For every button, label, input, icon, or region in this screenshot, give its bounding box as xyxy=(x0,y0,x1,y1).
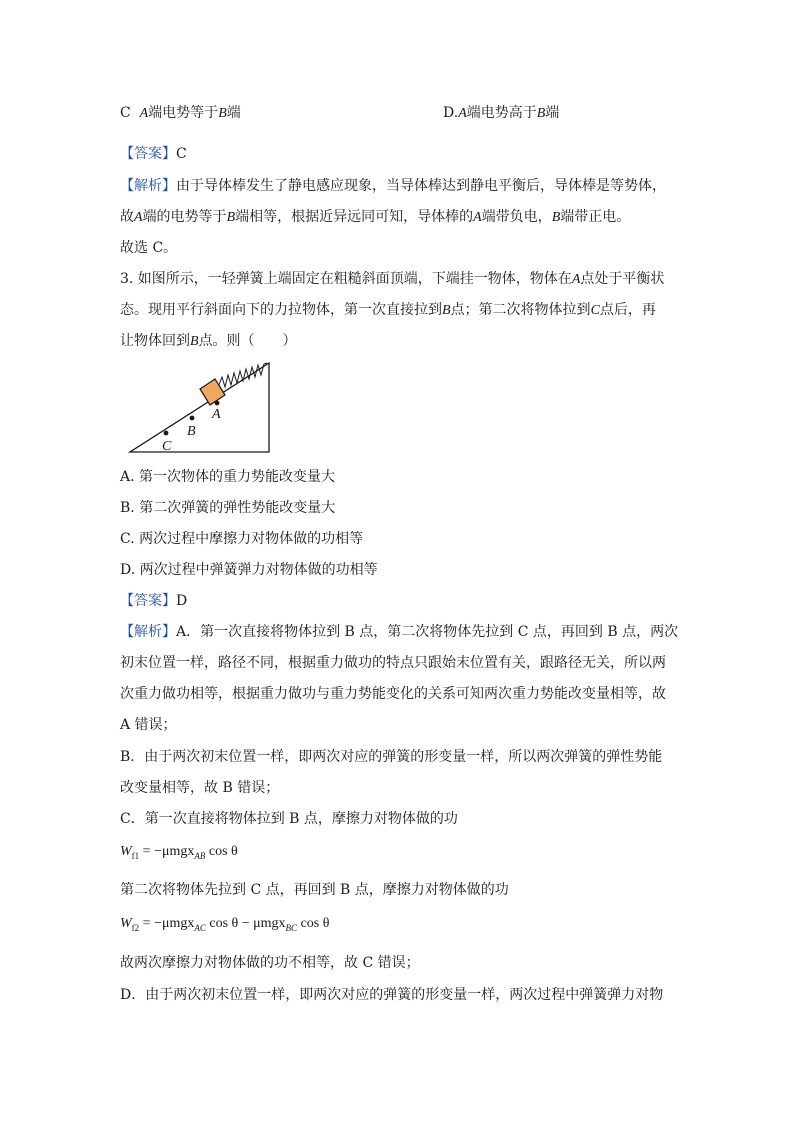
q2-analysis-line-2: 故A端的电势等于B端相等，根据近异远同可知，导体棒的A端带负电，B端带正电。 xyxy=(120,209,631,225)
incline-figure xyxy=(120,355,280,457)
q3-option-d: D. 两次过程中弹簧弹力对物体做的功相等 xyxy=(120,562,378,578)
formula-wf1: $W_{f1} = -\mu mgx_{AB}$ cos θ xyxy=(120,844,238,861)
prev-option-d: D.A端电势高于B端 xyxy=(443,105,560,121)
spring xyxy=(219,363,267,387)
label-a: A xyxy=(212,407,221,422)
q3-option-c: C. 两次过程中摩擦力对物体做的功相等 xyxy=(120,531,364,547)
q2-analysis-line-3: 故选 C。 xyxy=(120,240,178,256)
point-a xyxy=(215,401,220,406)
q3-analysis-a-line-2: 初末位置一样，路径不同，根据重力做功的特点只跟始末位置有关，跟路径无关，所以两 xyxy=(120,655,666,671)
q3-option-b: B. 第二次弹簧的弹性势能改变量大 xyxy=(120,500,336,516)
q3-analysis-d-line-1: D．由于两次初末位置一样，即两次对应的弹簧的形变量一样，两次过程中弹簧弹力对物 xyxy=(120,987,664,1003)
point-c xyxy=(164,431,169,436)
q3-analysis-c-line-1: C．第一次直接将物体拉到 B 点，摩擦力对物体做的功 xyxy=(120,811,458,827)
q3-stem-line-2: 态。现用平行斜面向下的力拉物体，第一次直接拉到B点；第二次将物体拉到C点后，再 xyxy=(120,302,656,318)
q3-analysis-b-line-1: B．由于两次初末位置一样，即两次对应的弹簧的形变量一样，所以两次弹簧的弹性势能 xyxy=(120,749,663,765)
q2-analysis-line-1: 【解析】由于导体棒发生了静电感应现象，当导体棒达到静电平衡后，导体棒是等势体， xyxy=(120,178,666,194)
q3-analysis-b-line-2: 改变量相等，故 B 错误； xyxy=(120,780,280,796)
q3-analysis-a-line-1: 【解析】A．第一次直接将物体拉到 B 点，第二次将物体先拉到 C 点，再回到 B 点，两次 xyxy=(120,624,679,640)
q3-stem-line-1: 3. 如图所示，一轻弹簧上端固定在粗糙斜面顶端，下端挂一物体，物体在A点处于平衡状 xyxy=(120,271,665,287)
q3-answer: 【答案】D xyxy=(120,593,188,609)
q2-answer: 【答案】C xyxy=(120,146,187,162)
q3-analysis-a-line-3: 次重力做功相等，根据重力做功与重力势能变化的关系可知两次重力势能改变量相等，故 xyxy=(120,686,666,702)
prev-option-c: C A端电势等于B端 xyxy=(120,105,241,121)
block xyxy=(200,379,225,405)
q3-analysis-c-line-2: 第二次将物体先拉到 C 点，再回到 B 点，摩擦力对物体做的功 xyxy=(120,882,509,898)
q3-option-a: A. 第一次物体的重力势能改变量大 xyxy=(120,469,336,485)
label-b: B xyxy=(187,424,196,439)
q3-analysis-a-line-4: A 错误； xyxy=(120,717,177,733)
q3-analysis-c-line-3: 故两次摩擦力对物体做的功不相等，故 C 错误； xyxy=(120,955,420,971)
q3-stem-line-3: 让物体回到B点。则（ ） xyxy=(120,333,297,349)
label-c: C xyxy=(162,439,172,454)
formula-wf2: $W_{f2} = -\mu mgx_{AC}$ cos θ − μmgx$_{BC}$ cos θ xyxy=(120,916,330,933)
point-b xyxy=(190,416,195,421)
